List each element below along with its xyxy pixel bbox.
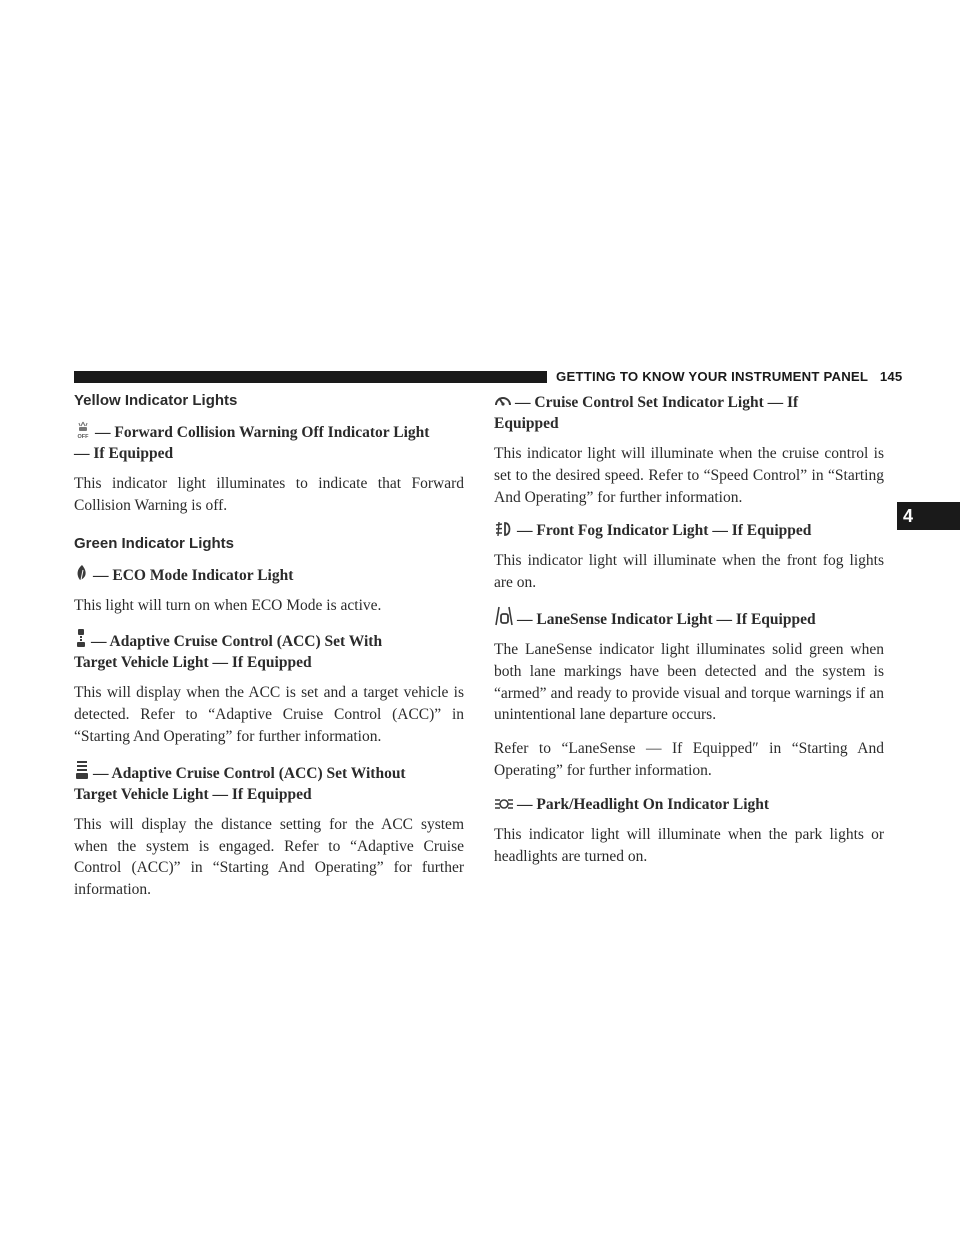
chapter-tab: 4 xyxy=(897,502,960,530)
park-headlight-title-text: — Park/Headlight On Indicator Light xyxy=(517,795,770,813)
page-number: 145 xyxy=(879,369,903,384)
lanesense-title-text: — LaneSense Indicator Light — If Equipped xyxy=(517,610,816,628)
park-headlight-body: This indicator light will illuminate when the park lights or headlights are turned on. xyxy=(494,825,884,865)
fcw-off-body: This indicator light illuminates to indicate that Forward Collision Warning is off. xyxy=(74,475,464,514)
acc-distance-icon xyxy=(74,760,90,780)
running-title: GETTING TO KNOW YOUR INSTRUMENT PANEL xyxy=(556,369,868,384)
park-light-icon xyxy=(494,797,514,811)
acc-with-target-title-line1: — Adaptive Cruise Control (ACC) Set With xyxy=(91,633,383,651)
acc-target-vehicle-icon xyxy=(74,628,88,648)
cruise-set-body: This indicator light will illuminate when the cruise control is set to the desired speed. Refer to “Speed Control” in “Starting And Operating” for further information. xyxy=(494,445,884,506)
lanesense-title xyxy=(494,606,884,630)
acc-with-target-title-line2: Target Vehicle Light — If Equipped xyxy=(74,654,312,672)
fcw-off-icon-label: OFF xyxy=(77,434,89,439)
acc-without-target-body: This will display the distance setting for the ACC system when the system is engaged. Refer to “Adaptive Cruise Control (ACC)” in “Starting And Operating” for further information. xyxy=(74,815,464,899)
eco-leaf-icon xyxy=(74,564,90,582)
cruise-set-title-line1: — Cruise Control Set Indicator Light — If xyxy=(515,394,799,411)
acc-with-target-body: This will display when the ACC is set and a target vehicle is detected. Refer to “Adaptive Cruise Control (ACC)” in “Starting And Operating” for further information. xyxy=(74,684,464,745)
front-fog-icon xyxy=(494,521,514,537)
cruise-set-title-line2: Equipped xyxy=(494,415,559,432)
acc-without-target-title-line1: — Adaptive Cruise Control (ACC) Set Without xyxy=(93,764,406,782)
eco-mode-title xyxy=(74,564,464,586)
green-indicator-heading: Green Indicator Lights xyxy=(74,534,235,552)
lanesense-icon xyxy=(494,606,514,626)
fcw-off-title-line1: — Forward Collision Warning Off Indicator Light xyxy=(95,424,430,441)
yellow-indicator-heading: Yellow Indicator Lights xyxy=(74,392,238,409)
fcw-off-title-line2: — If Equipped xyxy=(74,445,174,462)
front-fog-title-text: — Front Fog Indicator Light — If Equipped xyxy=(517,522,812,540)
lanesense-body: The LaneSense indicator light illuminates solid green when both lane markings have been detected and the system is “armed” and ready to provide visual and torque warnings if an unintentional lane departure occurs. xyxy=(494,640,884,724)
header-rule xyxy=(74,371,547,383)
forward-collision-off-icon xyxy=(74,421,92,439)
acc-without-target-title-line2: Target Vehicle Light — If Equipped xyxy=(74,785,312,803)
left-column xyxy=(74,392,464,913)
park-headlight-title xyxy=(494,794,884,815)
cruise-set-title xyxy=(494,392,884,434)
front-fog-body: This indicator light will illuminate when the front fog lights are on. xyxy=(494,552,884,592)
speedometer-icon xyxy=(494,393,512,409)
right-column xyxy=(494,392,884,879)
eco-mode-body: This light will turn on when ECO Mode is active. xyxy=(74,596,382,614)
front-fog-title xyxy=(494,520,884,541)
lanesense-reference: Refer to “LaneSense — If Equipped″ in “Starting And Operating” for further information. xyxy=(494,740,884,779)
eco-mode-title-text: — ECO Mode Indicator Light xyxy=(93,566,294,584)
acc-without-target-title xyxy=(74,760,464,805)
acc-with-target-title xyxy=(74,628,464,673)
fcw-off-title xyxy=(74,421,464,464)
running-header xyxy=(556,369,902,384)
